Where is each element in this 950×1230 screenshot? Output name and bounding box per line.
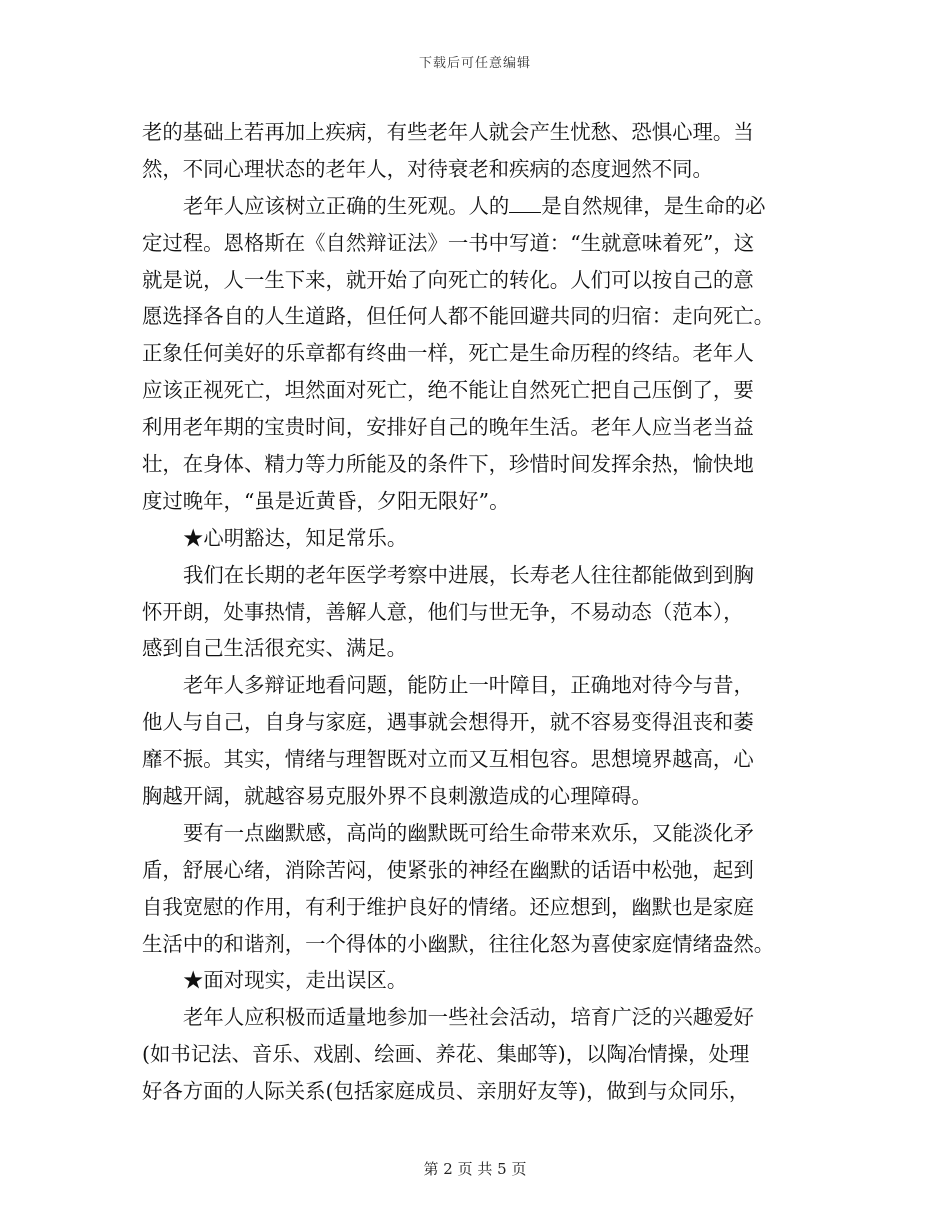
text-line: 盾，舒展心绪，消除苦闷，使紧张的神经在幽默的话语中松弛，起到 — [142, 857, 754, 882]
text-line: 生活中的和谐剂，一个得体的小幽默，往往化怒为喜使家庭情绪盎然。 — [142, 931, 775, 956]
text-line: 就是说，人一生下来，就开始了向死亡的转化。人们可以按自己的意 — [142, 267, 754, 292]
page-header: 下载后可任意编辑 — [418, 56, 531, 71]
text-line: 老年人应积极而适量地参加一些社会活动，培育广泛的兴趣爱好 — [183, 1005, 754, 1030]
document-body — [142, 114, 810, 1110]
text-line: 应该正视死亡，坦然面对死亡，绝不能让自然死亡把自己压倒了，要 — [142, 378, 754, 403]
text-line: 壮，在身体、精力等力所能及的条件下，珍惜时间发挥余热，愉快地 — [142, 452, 754, 477]
section-heading: ★面对现实，走出误区。 — [183, 968, 408, 993]
text-line: 怀开朗，处事热情，善解人意，他们与世无争，不易动态（范本）， — [142, 599, 744, 624]
text-line: 正象任何美好的乐章都有终曲一样，死亡是生命历程的终结。老年人 — [142, 341, 754, 366]
text-line: 愿选择各自的人生道路，但任何人都不能回避共同的归宿：走向死亡。 — [142, 304, 775, 329]
text-segment: 是自然规律，是生命的必 — [541, 193, 766, 218]
text-line: 度过晚年，“虽是近黄昏，夕阳无限好”。 — [142, 488, 510, 513]
fill-in-blank — [509, 195, 541, 213]
text-segment: 老年人应该树立正确的生死观。人的 — [183, 193, 510, 218]
page-footer: 第 2 页 共 5 页 — [423, 1160, 527, 1178]
text-line: 要有一点幽默感，高尚的幽默既可给生命带来欢乐，又能淡化矛 — [183, 820, 754, 845]
text-line: 感到自己生活很充实、满足。 — [142, 636, 408, 661]
text-line: 好各方面的人际关系(包括家庭成员、亲朋好友等)，做到与众同乐， — [142, 1079, 750, 1104]
text-line: 老年人多辩证地看问题，能防止一叶障目，正确地对待今与昔， — [183, 673, 754, 698]
text-line: 定过程。恩格斯在《自然辩证法》一书中写道：“生就意味着死”，这 — [142, 230, 755, 255]
section-heading: ★心明豁达，知足常乐。 — [183, 525, 408, 550]
text-line: 利用老年期的宝贵时间，安排好自己的晚年生活。老年人应当老当益 — [142, 415, 754, 440]
text-line-with-blank — [142, 188, 810, 225]
text-line: 靡不振。其实，情绪与理智既对立而又互相包容。思想境界越高，心 — [142, 747, 754, 772]
text-line: 自我宽慰的作用，有利于维护良好的情绪。还应想到，幽默也是家庭 — [142, 894, 754, 919]
text-line: 老的基础上若再加上疾病，有些老年人就会产生忧愁、恐惧心理。当 — [142, 120, 754, 144]
text-line: 我们在长期的老年医学考察中进展，长寿老人往往都能做到到胸 — [183, 562, 754, 587]
text-line: 然，不同心理状态的老年人，对待衰老和疾病的态度迥然不同。 — [142, 156, 713, 181]
text-line: 胸越开阔，就越容易克服外界不良刺激造成的心理障碍。 — [142, 784, 652, 809]
text-line: (如书记法、音乐、戏剧、绘画、养花、集邮等)，以陶冶情操，处理 — [142, 1042, 750, 1067]
text-line: 他人与自己，自身与家庭，遇事就会想得开，就不容易变得沮丧和萎 — [142, 710, 754, 735]
